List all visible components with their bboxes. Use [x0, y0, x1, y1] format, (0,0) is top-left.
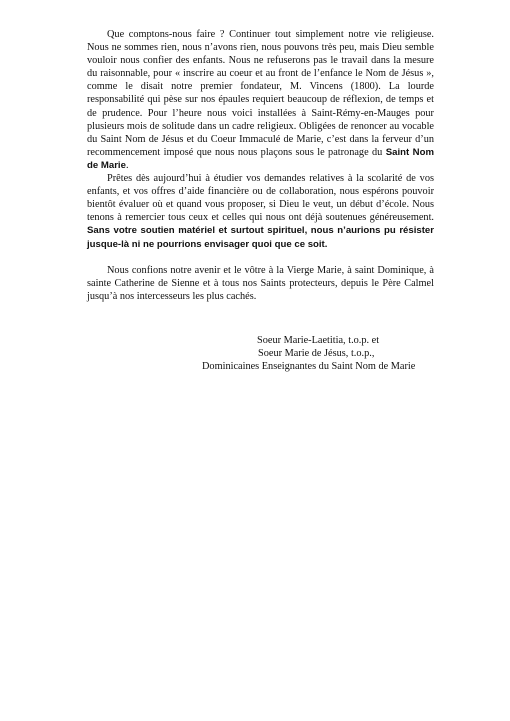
signature-block [87, 334, 434, 373]
paragraph-school [87, 172, 434, 251]
signature-line-2: Soeur Marie de Jésus, t.o.p., [258, 348, 375, 360]
paragraph-entrust-text: Nous confions notre avenir et le vôtre à la Vierge Marie, à saint Dominique, à sainte Catherine de Sienne et à tous nos Saints protecteurs, depuis le Père Calmel jusqu’à nos intercesseurs les plus cachés. [87, 264, 434, 302]
paragraph-plans [87, 28, 434, 172]
signature-line-3: Dominicaines Enseignantes du Saint Nom de Marie [202, 361, 416, 373]
letter-body [87, 28, 434, 373]
paragraph-gap [87, 251, 434, 264]
signature-line-1: Soeur Marie-Laetitia, t.o.p. et [257, 335, 380, 346]
paragraph-entrust [87, 264, 434, 303]
paragraph-school-text: Prêtes dès aujourd’hui à étudier vos demandes relatives à la scolarité de vos enfants, et vos offres d’aide financière ou de collaboration, nous espérons pouvoir bientôt évaluer où et quand vous proposer, si Dieu le veut, un début d’école. Nous tenons à remercier tous ceux et celles qui nous ont déjà soutenues généreusement. [87, 173, 434, 224]
paragraph-plans-text: Que comptons-nous faire ? Continuer tout simplement notre vie religieuse. Nous ne sommes rien, nous n’avons rien, nous pouvons très peu, mais Dieu semble vouloir nous confier des enfants. Nous ne refuserons pas le travail dans la mesure du raisonnable, pour « inscrire au coeur et au front de l’enfance le Nom de Jésus », comme le disait notre premier fondateur, M. Vincens (1800). La lourde responsabilité qui pèse sur nos épaules requiert beaucoup de réflexion, de temps et de prudence. Pour l’heure nous voici installées à Saint-Rémy-en-Mauges pour plusieurs mois de solitude dans un cadre religieux. Obligées de renoncer au vocable du Saint Nom de Jésus et du Coeur Immaculé de Marie, c’est dans la ferveur d’un recommencement imposé que nous nous plaçons sous le patronage du [87, 29, 434, 158]
paragraph-plans-end: . [125, 159, 129, 171]
support-statement: Sans votre soutien matériel et surtout spirituel, nous n’aurions pu résister jusque-là ni ne pourrions envisager quoi que ce soit. [87, 225, 434, 250]
patronage-name: Saint Nom de Marie [87, 146, 434, 171]
